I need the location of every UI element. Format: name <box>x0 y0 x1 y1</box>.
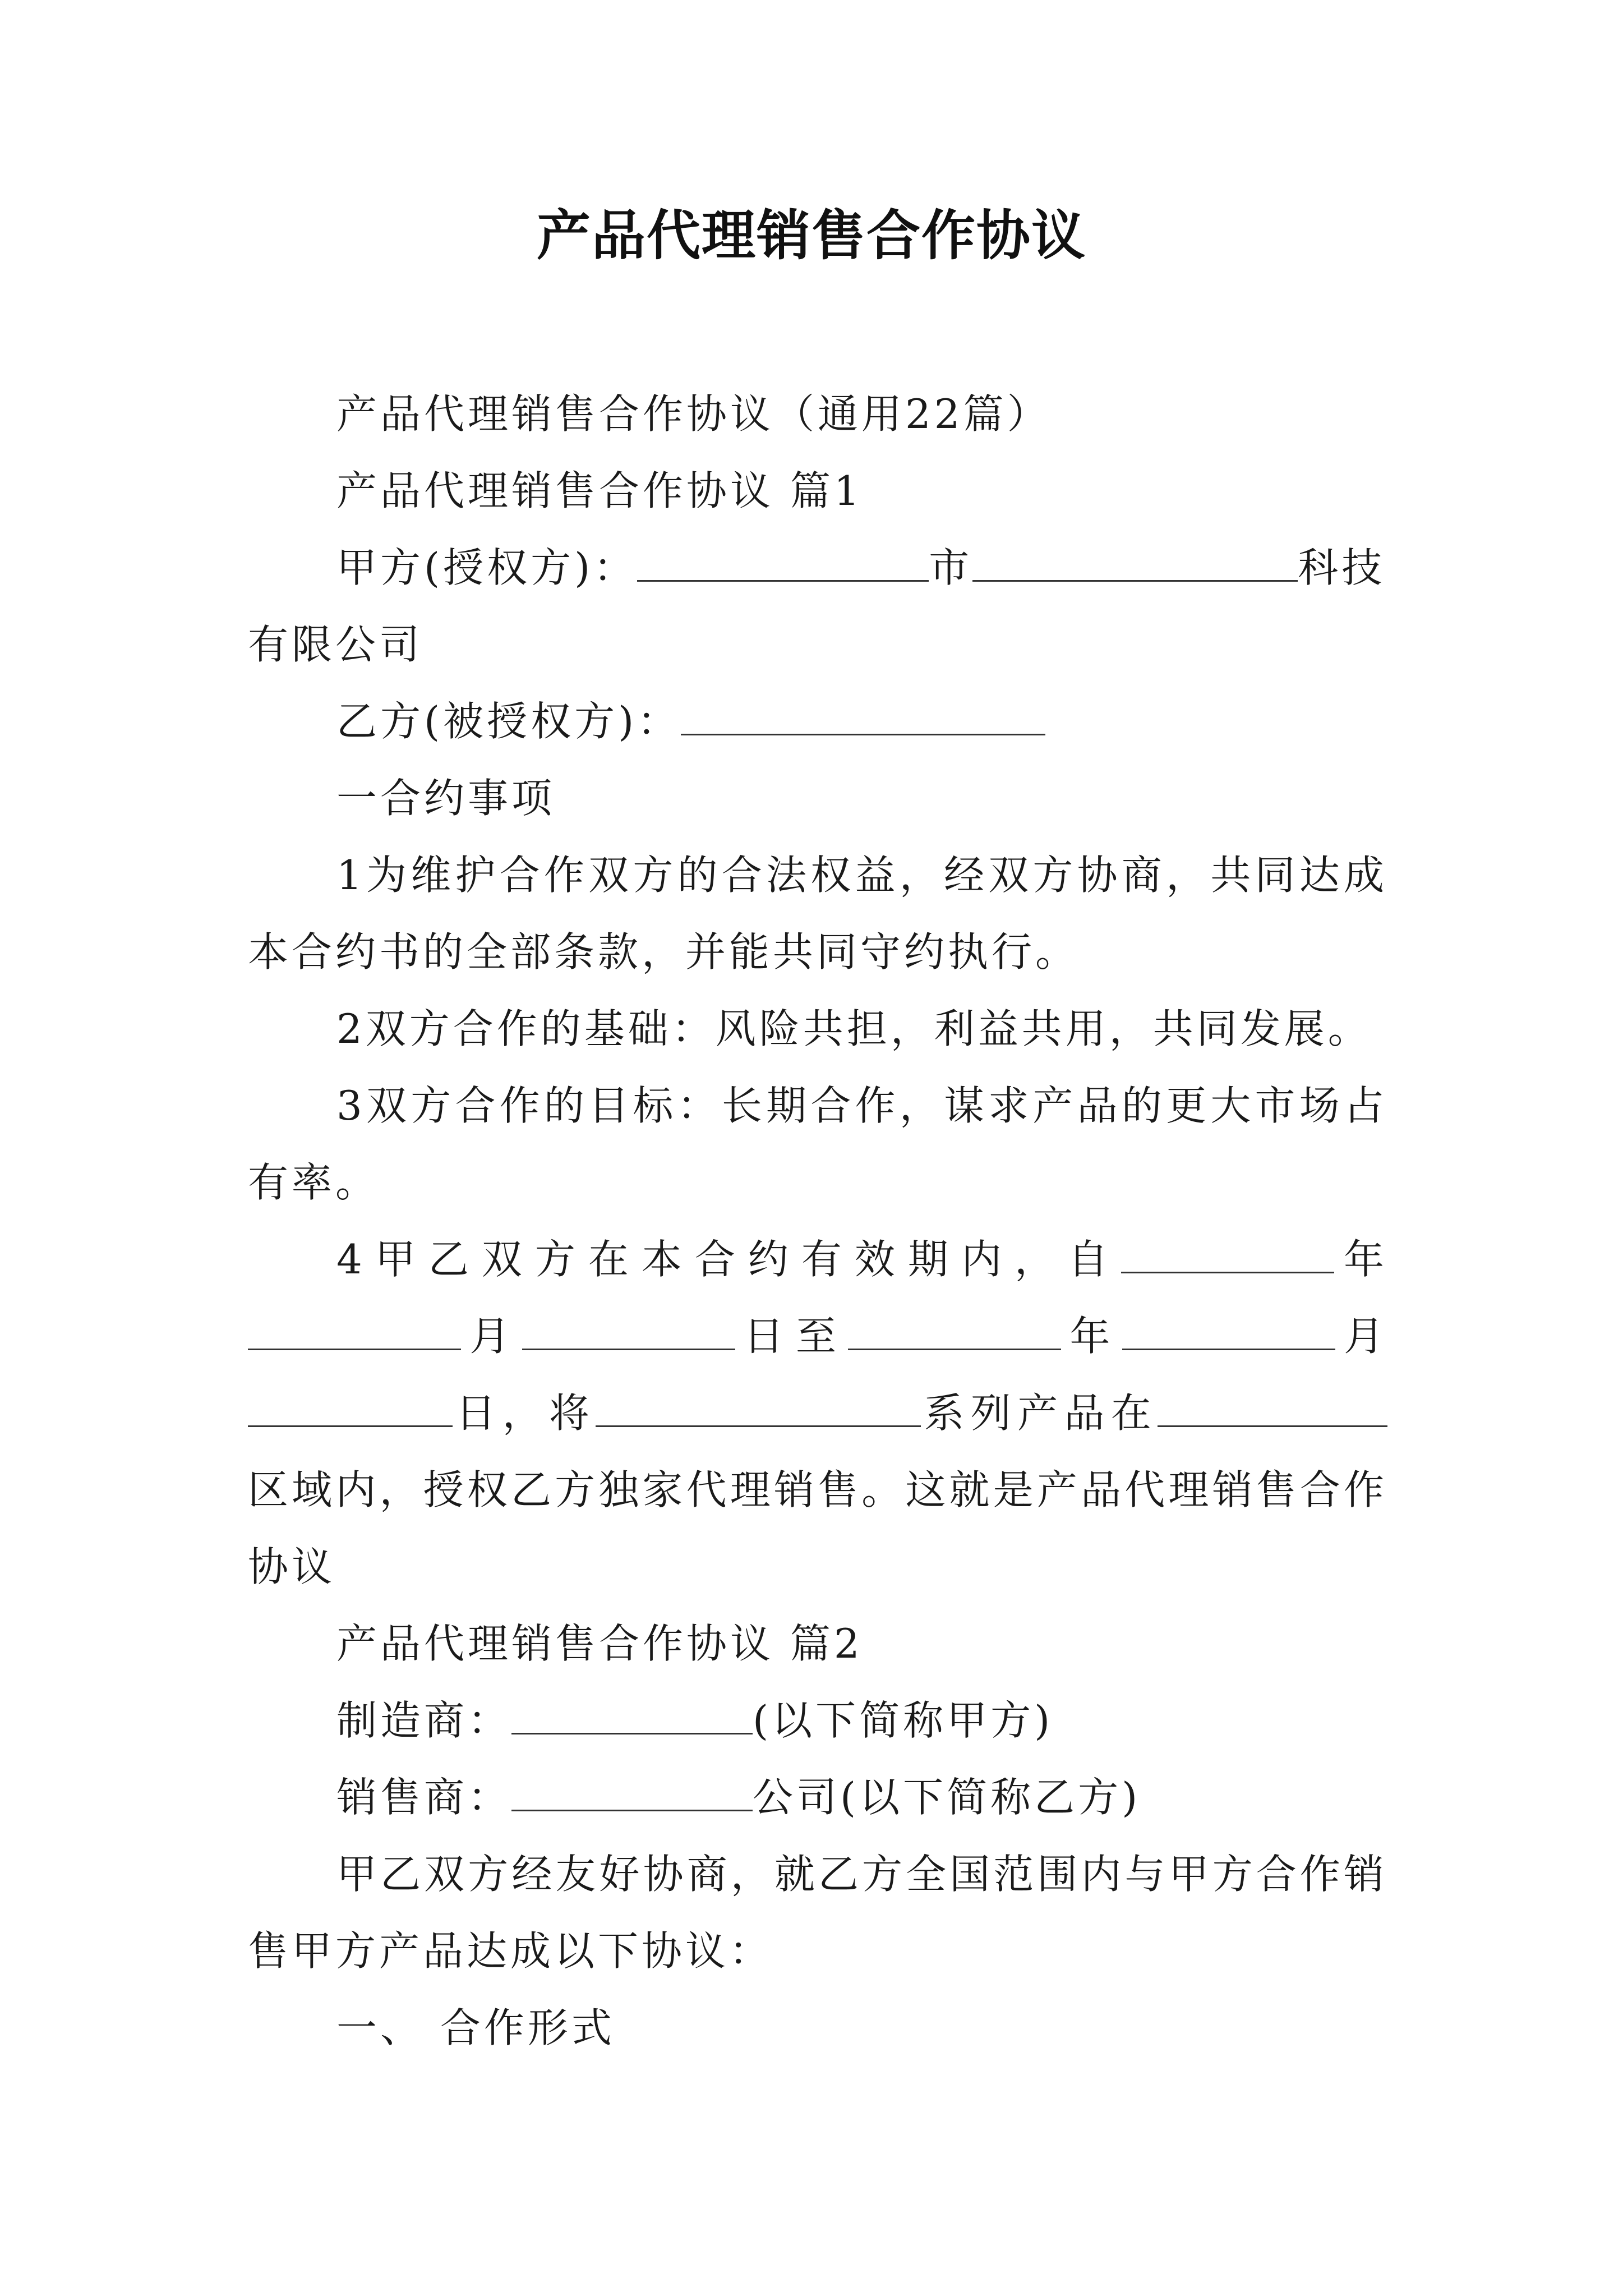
blank-field <box>511 1698 753 1734</box>
paragraph-cooperation-form: 一、 合作形式 <box>336 2004 615 2051</box>
blank-field <box>596 1391 921 1427</box>
product-series-label: 系列产品在 <box>921 1389 1158 1437</box>
blank-field <box>637 545 929 582</box>
distributor-label: 销售商： <box>336 1774 512 1821</box>
day-label: 日，将 <box>453 1389 596 1437</box>
blank-field <box>511 1775 753 1811</box>
manufacturer-label: 制造商： <box>336 1697 512 1744</box>
paragraph-party-b <box>248 683 1387 760</box>
blank-field <box>848 1314 1061 1350</box>
city-label: 市 <box>929 544 973 591</box>
paragraph-distributor <box>248 1759 1387 1836</box>
manufacturer-note: (以下简称甲方) <box>753 1697 1054 1744</box>
year-label: 年 <box>1061 1313 1122 1360</box>
paragraph-collection-title: 产品代理销售合作协议（通用22篇） <box>336 390 1051 438</box>
blank-field <box>248 1391 453 1427</box>
day-to-label: 日至 <box>735 1313 849 1360</box>
distributor-note: 公司(以下简称乙方) <box>753 1774 1141 1821</box>
blank-field <box>1122 1314 1335 1350</box>
blank-field <box>1121 1237 1334 1273</box>
document-body <box>248 376 1387 2067</box>
paragraph-item-3: 3双方合作的目标：长期合作，谋求产品的更大市场占有率。 <box>248 1082 1387 1206</box>
paragraph-party-a <box>248 530 1387 683</box>
blank-field <box>522 1314 735 1350</box>
month-label: 月 <box>1335 1313 1387 1360</box>
paragraph-agreement-intro: 甲乙双方经友好协商，就乙方全国范围内与甲方合作销售甲方产品达成以下协议： <box>248 1851 1387 1975</box>
paragraph-manufacturer <box>248 1682 1387 1759</box>
paragraph-contract-items: 一合约事项 <box>336 775 556 822</box>
paragraph-item-4 <box>248 1221 1387 1605</box>
paragraph-item-2: 2双方合作的基础：风险共担，利益共用，共同发展。 <box>336 1005 1372 1052</box>
blank-field <box>972 545 1298 582</box>
paragraph-section-heading-1: 产品代理销售合作协议 篇1 <box>336 467 863 514</box>
month-label: 月 <box>461 1313 522 1360</box>
party-a-label: 甲方(授权方)： <box>336 544 638 591</box>
company-suffix: 科技有限公司 <box>248 544 1386 668</box>
paragraph-item-1: 1为维护合作双方的合法权益，经双方协商，共同达成本合约书的全部条款，并能共同守约执行。 <box>248 852 1387 976</box>
party-b-label: 乙方(被授权方)： <box>336 698 681 745</box>
blank-field <box>681 699 1045 735</box>
blank-field <box>248 1314 461 1350</box>
document-title: 产品代理销售合作协议 <box>537 204 1086 267</box>
year-label: 年 <box>1334 1236 1387 1283</box>
item-4-text-end: 区域内，授权乙方独家代理销售。这就是产品代理销售合作协议 <box>248 1466 1387 1590</box>
item-4-text: 4甲乙双方在本合约有效期内，自 <box>336 1236 1121 1283</box>
blank-field <box>1158 1391 1387 1427</box>
paragraph-section-heading-2: 产品代理销售合作协议 篇2 <box>336 1620 863 1667</box>
